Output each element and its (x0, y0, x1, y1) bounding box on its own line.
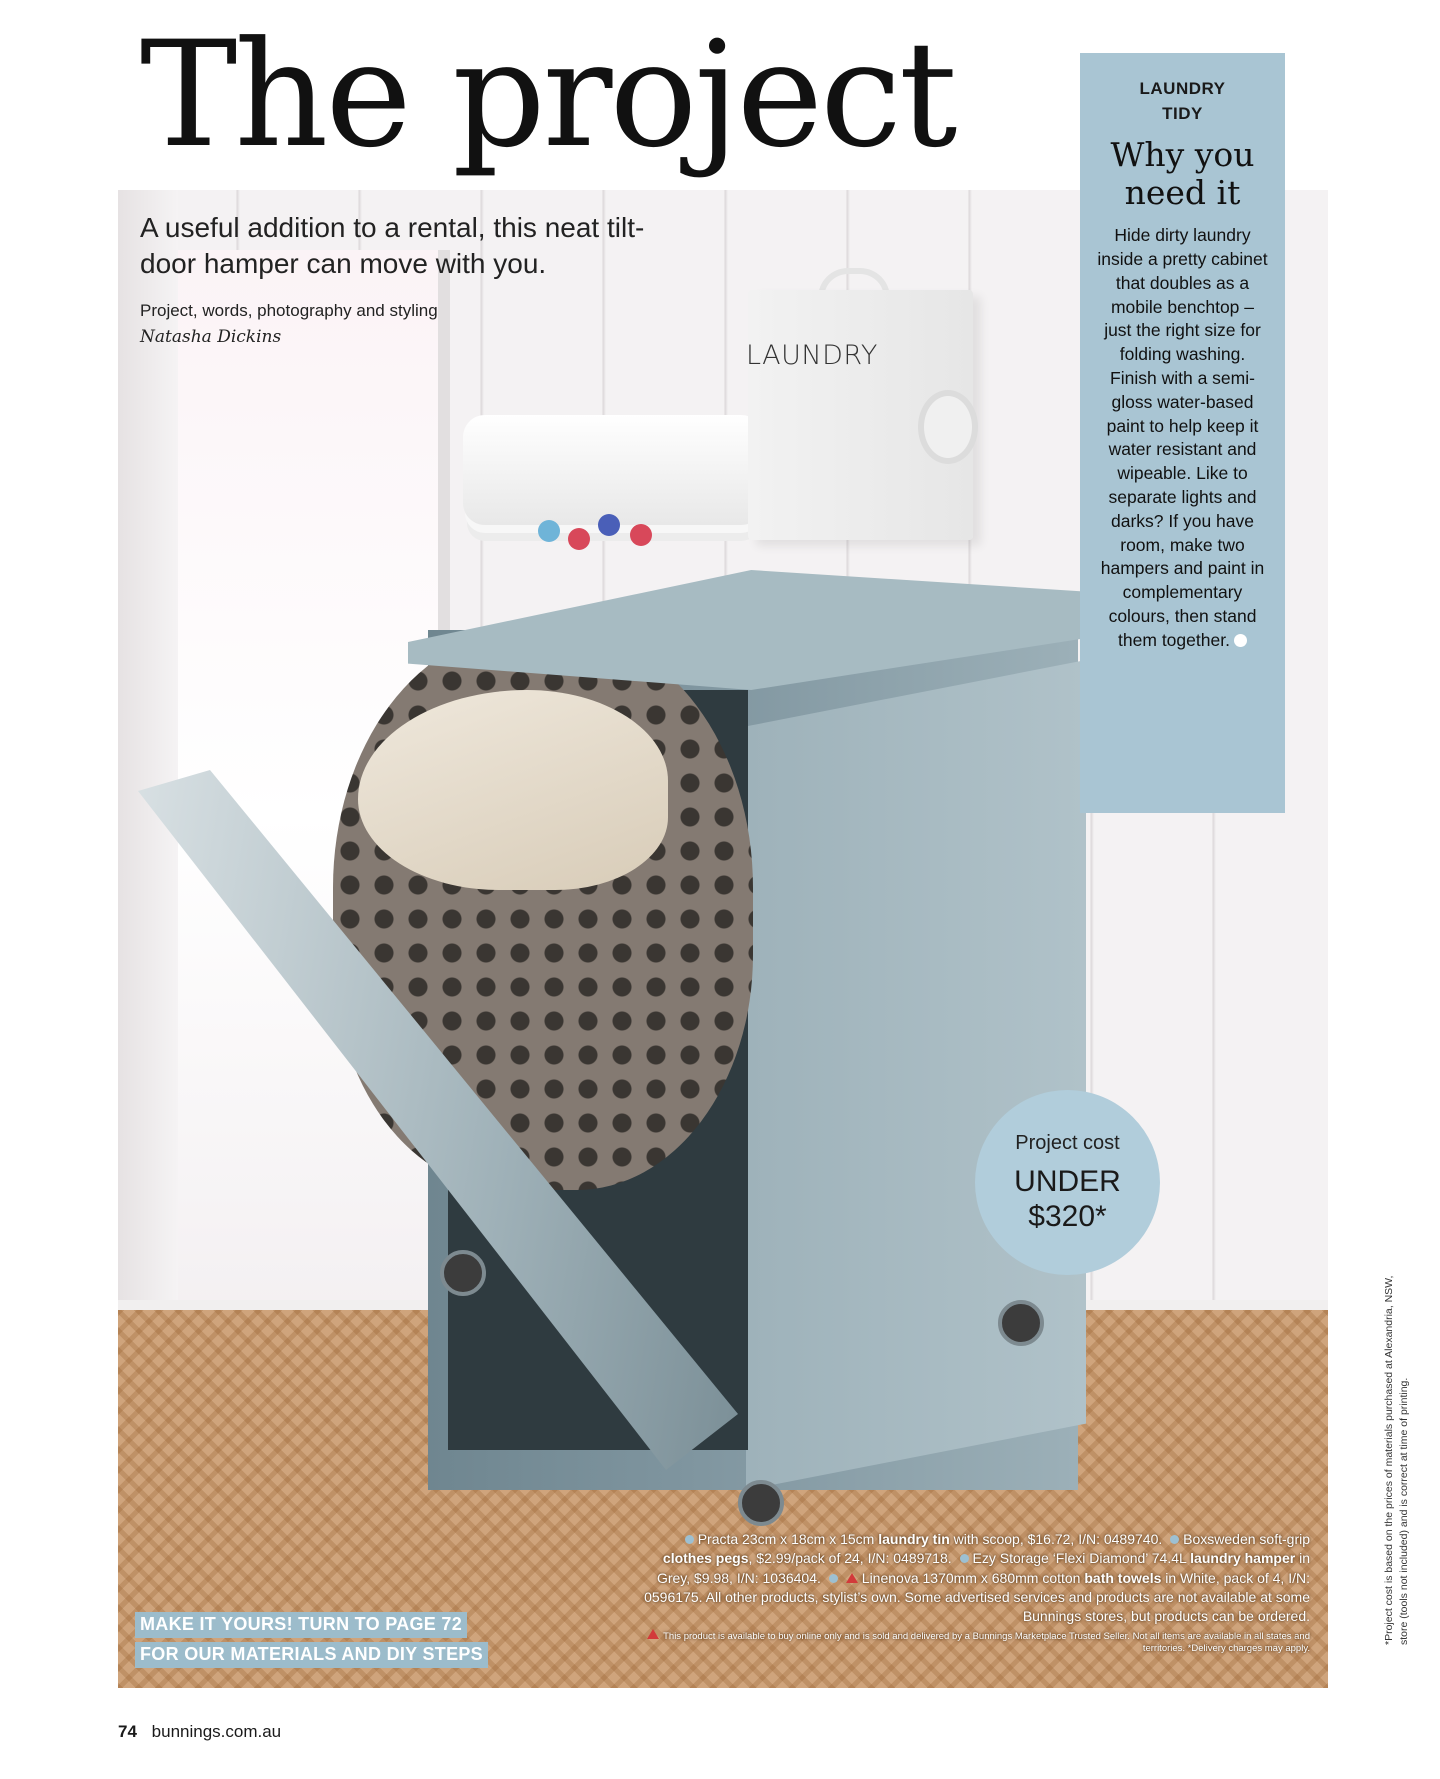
byline-prefix: Project, words, photography and styling (140, 301, 438, 320)
bullet-icon (685, 1535, 694, 1544)
byline (140, 298, 500, 350)
project-cost-badge (975, 1090, 1160, 1275)
material-text: Boxsweden soft-grip (1183, 1531, 1310, 1547)
make-it-yours-callout (135, 1612, 488, 1672)
materials-list (630, 1530, 1310, 1656)
sidebar-kicker (1080, 77, 1285, 126)
cost-value (975, 1165, 1160, 1234)
cabinet-side-panel (746, 660, 1086, 1490)
bullet-icon (1170, 1535, 1179, 1544)
material-text: , $2.99/pack of 24, I/N: 0489718. (748, 1550, 952, 1567)
page-number: 74 (118, 1722, 137, 1741)
why-you-need-it-sidebar (1080, 53, 1285, 813)
material-text: Ezy Storage ‘Flexi Diamond’ 74.4L (972, 1550, 1191, 1567)
fine-print (630, 1629, 1310, 1657)
marketplace-triangle-icon (846, 1573, 858, 1583)
tin-scoop (918, 390, 978, 464)
material-name: bath towels (1084, 1569, 1162, 1586)
cost-value-line: UNDER (1014, 1165, 1121, 1198)
folded-towels (463, 415, 763, 525)
sidebar-body-text: Hide dirty laundry inside a pretty cabinet that doubles as a mobile benchtop – just the right size for folding washing. Finish with a semi-gloss water-based paint to help keep it water resistant and wipeable. Like to separate lights and darks? If you have room, make two hampers and paint in complementary colours, then stand them together. (1097, 225, 1268, 650)
peg-icon (538, 520, 560, 542)
material-text: in Grey, $9.98, I/N: 1036404. (656, 1550, 1310, 1586)
peg-icon (568, 528, 590, 550)
byline-name: Natasha Dickins (140, 326, 282, 347)
peg-icon (598, 514, 620, 536)
material-name: laundry hamper (1190, 1550, 1296, 1567)
sidebar-heading-line: need it (1124, 173, 1241, 213)
cta-line: MAKE IT YOURS! TURN TO PAGE 72 (135, 1612, 467, 1638)
material-text: in White, pack of 4, I/N: 0596175. All other products, stylist’s own. Some advertised services and products are not available at some Bunnings stores, but products can be ordered. (644, 1569, 1310, 1625)
intro-text: A useful addition to a rental, this neat tilt-door hamper can move with you. (140, 212, 645, 279)
sidebar-heading (1080, 136, 1285, 212)
bullet-icon (960, 1554, 969, 1563)
cost-label: Project cost (1015, 1132, 1120, 1154)
site-url: bunnings.com.au (151, 1722, 282, 1741)
castor-wheel (738, 1480, 784, 1526)
sidebar-body (1097, 224, 1269, 652)
marketplace-triangle-icon (647, 1629, 659, 1639)
sidebar-heading-line: Why you (1110, 135, 1255, 175)
peg-icon (630, 524, 652, 546)
material-name: clothes pegs (662, 1550, 749, 1567)
material-text: Linenova 1370mm x 680mm cotton (861, 1569, 1085, 1586)
castor-wheel (998, 1300, 1044, 1346)
tin-label: LAUNDRY (746, 340, 878, 371)
door-frame (118, 190, 178, 1490)
page-title: The project (140, 10, 955, 180)
material-name: laundry tin (878, 1531, 950, 1547)
fine-print-text: This product is available to buy online only and is sold and delivered by a Bunnings Marketplace Trusted Seller. Not all items are available in all states and territories. *Delivery charges may apply. (663, 1630, 1310, 1655)
end-mark-icon (1234, 634, 1247, 647)
material-text: with scoop, $16.72, I/N: 0489740. (949, 1531, 1163, 1547)
page-footer (118, 1722, 281, 1742)
bullet-icon (829, 1574, 838, 1583)
cta-line: FOR OUR MATERIALS AND DIY STEPS (135, 1642, 488, 1668)
castor-wheel (440, 1250, 486, 1296)
sidebar-kicker-line: TIDY (1162, 103, 1203, 123)
sidebar-kicker-line: LAUNDRY (1139, 79, 1226, 98)
clothes-pegs (538, 510, 678, 550)
material-text: Practa 23cm x 18cm x 15cm (697, 1531, 879, 1547)
cost-value-line: $320* (1028, 1199, 1107, 1233)
project-cost-footnote: *Project cost is based on the prices of materials purchased at Alexandria, NSW, store (tools not included) and is correct at time of printing. (1383, 1275, 1411, 1645)
